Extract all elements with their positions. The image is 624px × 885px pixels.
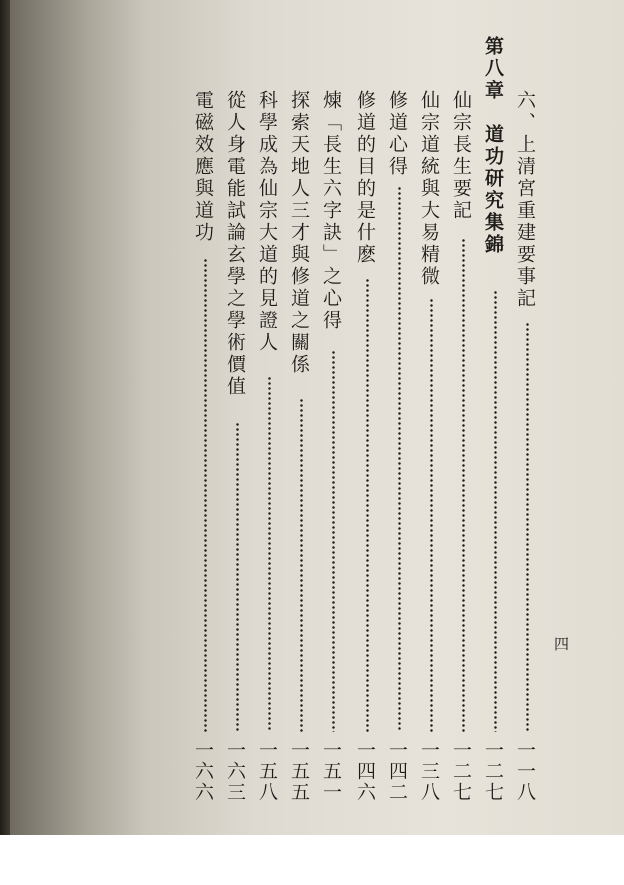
toc-entry-page: 一六三 <box>224 740 246 803</box>
toc-entry-title: 從人身電能試論玄學之學術價值 <box>224 90 246 398</box>
toc-entry-page: 一二七 <box>482 740 504 803</box>
leader-dots <box>268 376 271 732</box>
toc-entry-title: 探索天地人三才與修道之關係 <box>288 90 310 376</box>
toc-entry-page: 一二七 <box>450 740 472 803</box>
leader-dots <box>526 322 529 732</box>
leader-dots <box>300 398 303 732</box>
toc-entry-page: 一五一 <box>320 740 342 803</box>
leader-dots <box>494 290 497 732</box>
leader-dots <box>430 298 433 732</box>
toc-entry-title: 第八章 道功研究集錦 <box>482 36 504 256</box>
toc-entry-page: 一四六 <box>354 740 376 803</box>
toc-entry-title: 修道的目的是什麽 <box>354 90 376 266</box>
toc-entry <box>350 0 390 835</box>
toc-entry-title: 修道心得 <box>386 90 408 178</box>
leader-dots <box>398 186 401 732</box>
leader-dots <box>332 350 335 732</box>
toc-entry-page: 一五五 <box>288 740 310 803</box>
page-folio-number: 四 <box>552 636 570 651</box>
toc-entry-page: 一一八 <box>514 740 536 803</box>
toc-entry-title: 電磁效應與道功 <box>192 90 214 244</box>
toc-entry-title: 煉「長生六字訣」之心得 <box>320 90 342 332</box>
toc-entry-page: 一三八 <box>418 740 440 803</box>
leader-dots <box>366 278 369 732</box>
toc-entry-page: 一五八 <box>256 740 278 803</box>
toc-entry <box>188 0 228 835</box>
toc-entry-title: 仙宗長生要記 <box>450 90 472 222</box>
toc-entry-page: 一四二 <box>386 740 408 803</box>
toc-entry-title: 科學成為仙宗大道的見證人 <box>256 90 278 354</box>
toc-entry-title: 六、上清宮重建要事記 <box>514 90 536 310</box>
book-page <box>10 0 624 835</box>
leader-dots <box>236 422 239 732</box>
leader-dots <box>204 258 207 732</box>
toc-entry-title: 仙宗道統與大易精微 <box>418 90 440 288</box>
leader-dots <box>462 238 465 732</box>
toc-entry-page: 一六六 <box>192 740 214 803</box>
